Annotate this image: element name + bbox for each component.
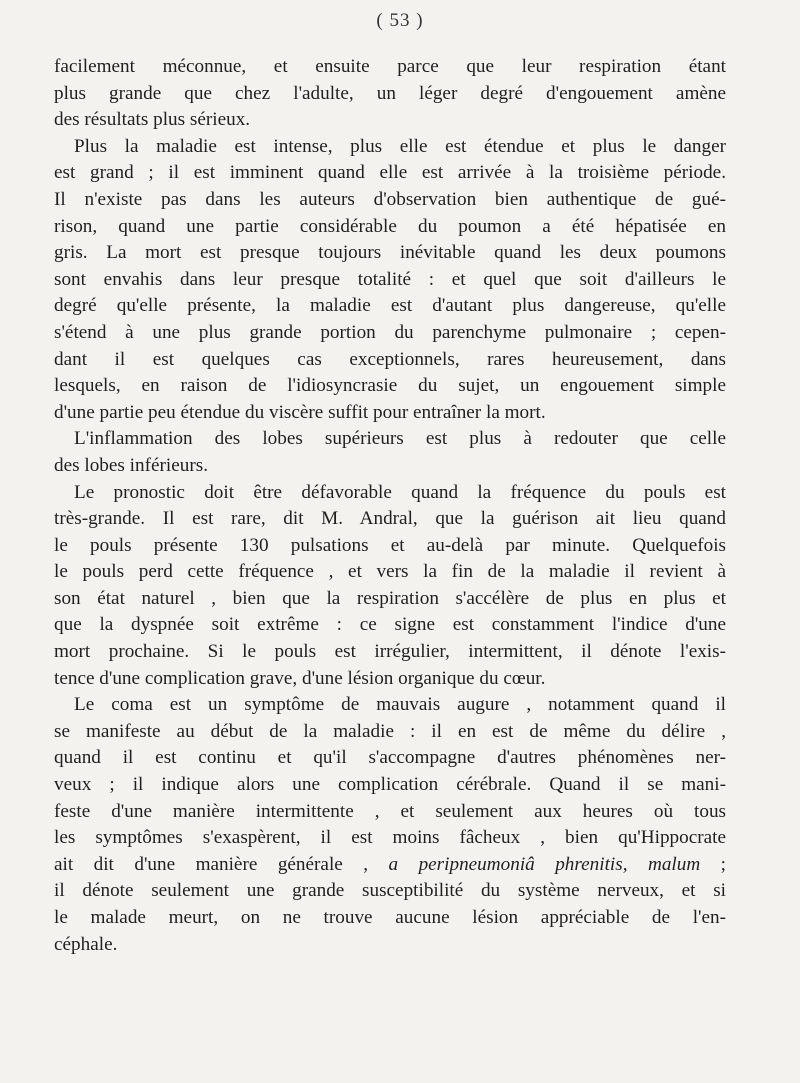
text-line: des lobes inférieurs. [54,454,208,476]
text-line: degré qu'elle présente, la maladie est d'autant plus dangereuse, qu'elle [54,295,726,317]
latin-line-before: ait dit d'une manière générale , [54,853,389,875]
text-line: Le coma est un symptôme de mauvais augure , notamment quand il [74,694,726,716]
text-line: Il n'existe pas dans les auteurs d'observation bien authentique de gué- [54,188,726,210]
text-line: dant il est quelques cas exceptionnels, rares heureusement, dans [54,348,726,370]
text-line: plus grande que chez l'adulte, un léger degré d'engouement amène [54,82,726,104]
text-line: des résultats plus sérieux. [54,109,251,131]
text-line: son état naturel , bien que la respiration s'accélère de plus en plus et [54,587,726,609]
text-line: lesquels, en raison de l'idiosyncrasie du sujet, un engouement simple [54,375,726,397]
latin-quote: a peripneumoniâ phrenitis, malum [388,853,701,875]
page-number: ( 53 ) [376,10,424,31]
text-line: L'inflammation des lobes supérieurs est plus à redouter que celle [74,428,726,450]
paragraph-2 [54,134,726,427]
text-line: s'étend à une plus grande portion du parenchyme pulmonaire ; cepen- [54,321,726,343]
paragraph-5 [54,692,726,958]
text-line: que la dyspnée soit extrême : ce signe est constamment l'indice d'une [54,614,726,636]
text-line: céphale. [54,933,118,955]
text-line: très-grande. Il est rare, dit M. Andral, que la guérison ait lieu quand [54,508,726,530]
body-text [54,54,726,958]
text-line: Plus la maladie est intense, plus elle est étendue et plus le danger [74,135,726,157]
text-line: est grand ; il est imminent quand elle est arrivée à la troisième période. [54,162,726,184]
text-line: le pouls perd cette fréquence , et vers la fin de la maladie il revient à [54,561,726,583]
text-line: les symptômes s'exaspèrent, il est moins fâcheux , bien qu'Hippocrate [54,827,726,849]
text-line: quand il est continu et qu'il s'accompagne d'autres phénomènes ner- [54,747,726,769]
text-line: facilement méconnue, et ensuite parce que leur respiration étant [54,56,726,77]
paragraph-1 [54,54,726,134]
text-line: le pouls présente 130 pulsations et au-delà par minute. Quelquefois [54,534,726,556]
text-line: Le pronostic doit être défavorable quand la fréquence du pouls est [74,481,726,503]
latin-quote-line [54,852,726,879]
text-line: feste d'une manière intermittente , et seulement aux heures où tous [54,800,726,822]
paragraph-4 [54,480,726,693]
text-line: le malade meurt, on ne trouve aucune lésion appréciable de l'en- [54,907,726,928]
text-line: mort prochaine. Si le pouls est irrégulier, intermittent, il dénote l'exis- [54,641,726,663]
text-line: veux ; il indique alors une complication cérébrale. Quand il se mani- [54,774,726,796]
latin-line-after: ; [700,853,726,875]
text-line: gris. La mort est presque toujours inévitable quand les deux poumons [54,242,726,264]
text-line: sont envahis dans leur presque totalité : et quel que soit d'ailleurs le [54,268,726,290]
text-line: se manifeste au début de la maladie : il en est de même du délire , [54,720,726,742]
text-line: d'une partie peu étendue du viscère suffit pour entraîner la mort. [54,401,546,423]
text-line: rison, quand une partie considérable du poumon a été hépatisée en [54,215,726,237]
paragraph-3 [54,426,726,479]
text-line: tence d'une complication grave, d'une lésion organique du cœur. [54,667,546,689]
text-line: il dénote seulement une grande susceptibilité du système nerveux, et si [54,880,726,902]
